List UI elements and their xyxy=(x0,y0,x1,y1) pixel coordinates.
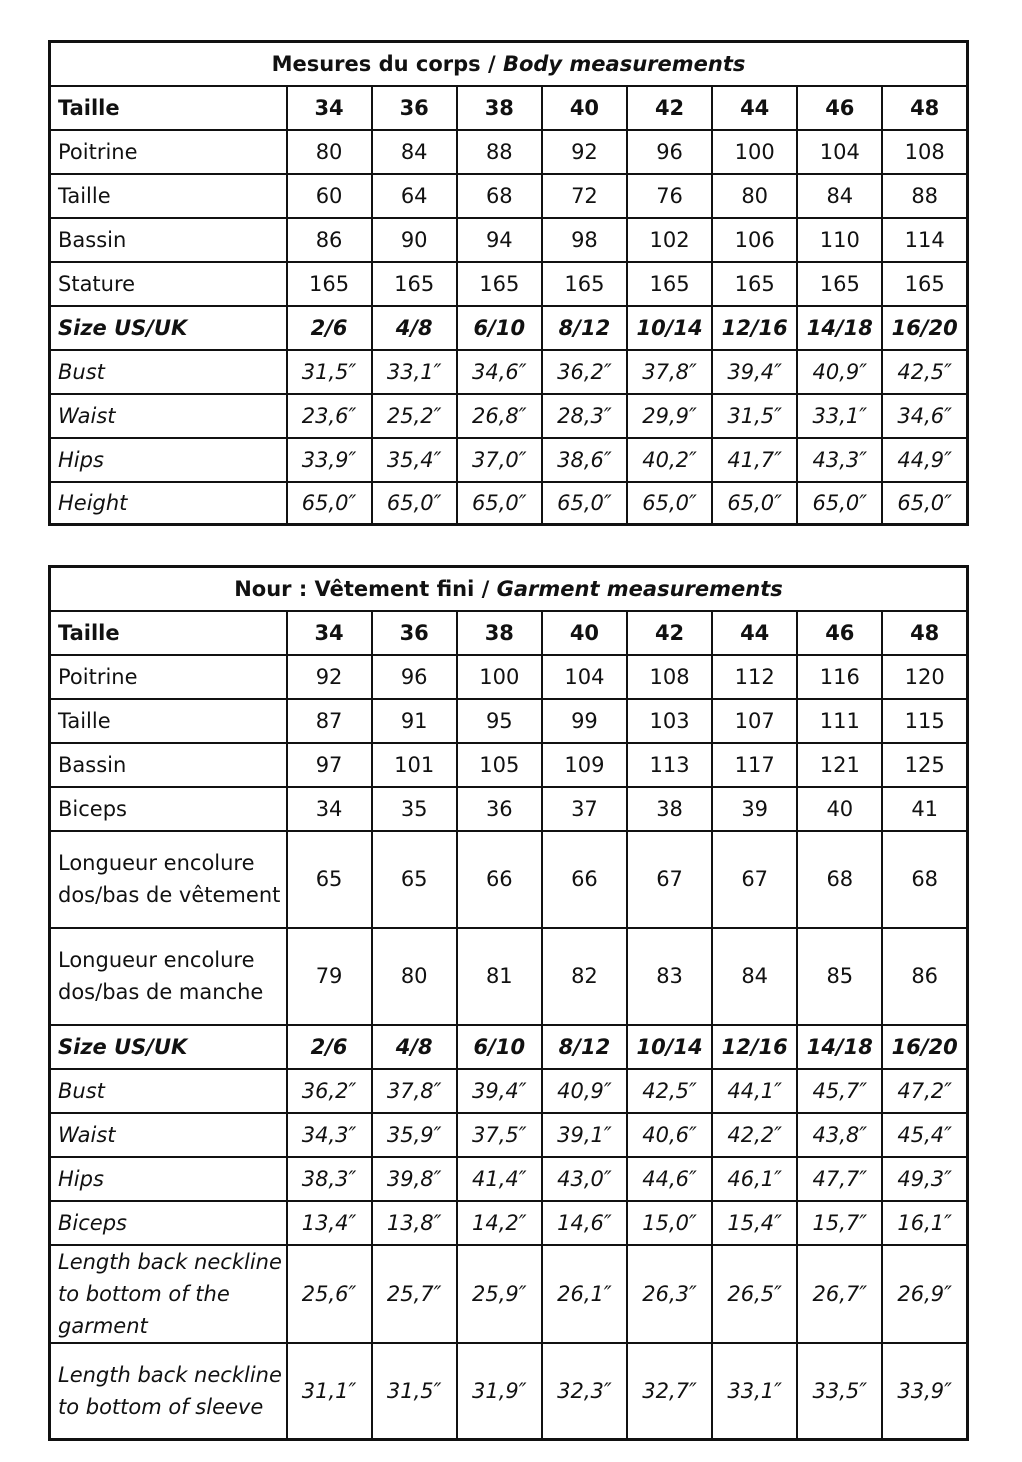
size-header-row xyxy=(50,86,968,130)
table-cell: 16,1″ xyxy=(882,1201,967,1245)
table-cell: 26,3″ xyxy=(627,1245,712,1343)
table-cell: 65,0″ xyxy=(627,482,712,525)
table-cell: 104 xyxy=(542,655,627,699)
table-cell: 65,0″ xyxy=(712,482,797,525)
table-cell: 34,6″ xyxy=(457,350,542,394)
table-cell: 65,0″ xyxy=(287,482,372,525)
table-cell: 97 xyxy=(287,743,372,787)
row-label: Bassin xyxy=(50,743,287,787)
table-row xyxy=(50,1245,968,1343)
garment-measurements-table xyxy=(48,565,969,1441)
table-cell: 165 xyxy=(457,262,542,306)
table-cell: 66 xyxy=(457,831,542,928)
size-header-cell: 42 xyxy=(627,611,712,655)
size-header-label: Taille xyxy=(50,86,287,130)
table-cell: 65,0″ xyxy=(542,482,627,525)
table-cell: 43,3″ xyxy=(797,438,882,482)
table-cell: 115 xyxy=(882,699,967,743)
table-cell: 108 xyxy=(627,655,712,699)
table-row xyxy=(50,482,968,525)
table-title-en: Garment measurements xyxy=(496,576,783,601)
table-cell: 31,5″ xyxy=(712,394,797,438)
table-cell: 40,9″ xyxy=(542,1069,627,1113)
table-cell: 25,9″ xyxy=(457,1245,542,1343)
table-cell: 40 xyxy=(797,787,882,831)
table-cell: 96 xyxy=(372,655,457,699)
table-cell: 88 xyxy=(457,130,542,174)
table-cell: 65 xyxy=(372,831,457,928)
table-cell: 49,3″ xyxy=(882,1157,967,1201)
table-cell: 117 xyxy=(712,743,797,787)
table-cell: 68 xyxy=(882,831,967,928)
table-cell: 39,4″ xyxy=(457,1069,542,1113)
size-header-cell: 46 xyxy=(797,86,882,130)
size-header-cell: 40 xyxy=(542,611,627,655)
table-cell: 110 xyxy=(797,218,882,262)
table-row xyxy=(50,438,968,482)
table-cell: 85 xyxy=(797,928,882,1025)
table-cell: 45,7″ xyxy=(797,1069,882,1113)
body-measurements-table xyxy=(48,40,969,526)
row-label: Biceps xyxy=(50,1201,287,1245)
table-cell: 26,9″ xyxy=(882,1245,967,1343)
table-cell: 33,1″ xyxy=(712,1343,797,1440)
table-row xyxy=(50,130,968,174)
table-cell: 82 xyxy=(542,928,627,1025)
table-cell: 29,9″ xyxy=(627,394,712,438)
size-header-cell: 40 xyxy=(542,86,627,130)
table-cell: 35,4″ xyxy=(372,438,457,482)
table-row xyxy=(50,394,968,438)
table-cell: 31,9″ xyxy=(457,1343,542,1440)
table-cell: 83 xyxy=(627,928,712,1025)
row-label: Length back neckline to bottom of the garment xyxy=(50,1245,287,1343)
table-cell: 86 xyxy=(287,218,372,262)
table-cell: 26,7″ xyxy=(797,1245,882,1343)
us-size-header-cell: 2/6 xyxy=(287,1025,372,1069)
table-cell: 35 xyxy=(372,787,457,831)
table-cell: 99 xyxy=(542,699,627,743)
table-row xyxy=(50,1201,968,1245)
table-cell: 41,4″ xyxy=(457,1157,542,1201)
row-label: Bust xyxy=(50,1069,287,1113)
table-cell: 15,0″ xyxy=(627,1201,712,1245)
table-cell: 37,8″ xyxy=(372,1069,457,1113)
table-cell: 95 xyxy=(457,699,542,743)
table-cell: 165 xyxy=(627,262,712,306)
table-cell: 42,5″ xyxy=(627,1069,712,1113)
table-cell: 44,1″ xyxy=(712,1069,797,1113)
us-size-header-cell: 16/20 xyxy=(882,306,967,350)
table-row xyxy=(50,1157,968,1201)
table-title-row xyxy=(50,42,968,86)
size-header-cell: 44 xyxy=(712,611,797,655)
table-cell: 37,0″ xyxy=(457,438,542,482)
table-cell: 100 xyxy=(712,130,797,174)
table-cell: 84 xyxy=(372,130,457,174)
table-cell: 36 xyxy=(457,787,542,831)
table-cell: 107 xyxy=(712,699,797,743)
table-cell: 76 xyxy=(627,174,712,218)
table-cell: 88 xyxy=(882,174,967,218)
row-label: Taille xyxy=(50,174,287,218)
table-cell: 100 xyxy=(457,655,542,699)
table-title-en: Body measurements xyxy=(502,51,746,76)
table-cell: 165 xyxy=(287,262,372,306)
table-cell: 45,4″ xyxy=(882,1113,967,1157)
table-cell: 39,1″ xyxy=(542,1113,627,1157)
table-cell: 34,3″ xyxy=(287,1113,372,1157)
size-header-cell: 46 xyxy=(797,611,882,655)
table-cell: 84 xyxy=(797,174,882,218)
size-header-cell: 38 xyxy=(457,86,542,130)
table-title-fr: Mesures du corps / xyxy=(271,51,503,76)
table-row xyxy=(50,787,968,831)
table-cell: 98 xyxy=(542,218,627,262)
table-cell: 87 xyxy=(287,699,372,743)
row-label: Bust xyxy=(50,350,287,394)
row-label: Poitrine xyxy=(50,130,287,174)
table-cell: 46,1″ xyxy=(712,1157,797,1201)
table-cell: 60 xyxy=(287,174,372,218)
table-cell: 33,9″ xyxy=(287,438,372,482)
table-cell: 165 xyxy=(712,262,797,306)
table-cell: 35,9″ xyxy=(372,1113,457,1157)
table-cell: 109 xyxy=(542,743,627,787)
table-cell: 39,4″ xyxy=(712,350,797,394)
table-cell: 79 xyxy=(287,928,372,1025)
table-cell: 34,6″ xyxy=(882,394,967,438)
table-row xyxy=(50,350,968,394)
table-cell: 32,3″ xyxy=(542,1343,627,1440)
table-cell: 41 xyxy=(882,787,967,831)
row-label: Waist xyxy=(50,1113,287,1157)
table-cell: 125 xyxy=(882,743,967,787)
table-cell: 92 xyxy=(287,655,372,699)
table-cell: 64 xyxy=(372,174,457,218)
table-cell: 102 xyxy=(627,218,712,262)
us-size-header-cell: 16/20 xyxy=(882,1025,967,1069)
table-cell: 33,9″ xyxy=(882,1343,967,1440)
size-header-cell: 38 xyxy=(457,611,542,655)
table-cell: 40,2″ xyxy=(627,438,712,482)
table-cell: 41,7″ xyxy=(712,438,797,482)
size-header-cell: 34 xyxy=(287,86,372,130)
row-label: Hips xyxy=(50,438,287,482)
us-size-header-cell: 4/8 xyxy=(372,1025,457,1069)
table-cell: 25,7″ xyxy=(372,1245,457,1343)
table-cell: 91 xyxy=(372,699,457,743)
size-header-row xyxy=(50,611,968,655)
row-label: Hips xyxy=(50,1157,287,1201)
table-cell: 32,7″ xyxy=(627,1343,712,1440)
table-cell: 47,2″ xyxy=(882,1069,967,1113)
table-cell: 84 xyxy=(712,928,797,1025)
table-row xyxy=(50,928,968,1025)
table-cell: 42,2″ xyxy=(712,1113,797,1157)
row-label: Height xyxy=(50,482,287,525)
row-label: Waist xyxy=(50,394,287,438)
table-cell: 31,1″ xyxy=(287,1343,372,1440)
us-size-header-label: Size US/UK xyxy=(50,306,287,350)
us-size-header-cell: 12/16 xyxy=(712,306,797,350)
table-cell: 31,5″ xyxy=(372,1343,457,1440)
table-cell: 37 xyxy=(542,787,627,831)
table-cell: 165 xyxy=(882,262,967,306)
us-size-header-label: Size US/UK xyxy=(50,1025,287,1069)
us-size-header-cell: 10/14 xyxy=(627,306,712,350)
table-cell: 68 xyxy=(457,174,542,218)
table-cell: 47,7″ xyxy=(797,1157,882,1201)
table-row xyxy=(50,1343,968,1440)
table-row xyxy=(50,218,968,262)
us-size-header-cell: 10/14 xyxy=(627,1025,712,1069)
table-cell: 68 xyxy=(797,831,882,928)
table-cell: 28,3″ xyxy=(542,394,627,438)
table-cell: 36,2″ xyxy=(287,1069,372,1113)
table-cell: 114 xyxy=(882,218,967,262)
table-cell: 165 xyxy=(542,262,627,306)
table-cell: 33,1″ xyxy=(797,394,882,438)
table-cell: 72 xyxy=(542,174,627,218)
table-cell: 90 xyxy=(372,218,457,262)
table-cell: 67 xyxy=(712,831,797,928)
table-cell: 36,2″ xyxy=(542,350,627,394)
table-cell: 92 xyxy=(542,130,627,174)
us-size-header-cell: 14/18 xyxy=(797,1025,882,1069)
table-row xyxy=(50,1069,968,1113)
table-row xyxy=(50,699,968,743)
table-row xyxy=(50,831,968,928)
us-size-header-cell: 8/12 xyxy=(542,306,627,350)
table-cell: 80 xyxy=(287,130,372,174)
size-header-cell: 48 xyxy=(882,86,967,130)
table-cell: 86 xyxy=(882,928,967,1025)
table-cell: 65,0″ xyxy=(457,482,542,525)
table-cell: 37,8″ xyxy=(627,350,712,394)
table-cell: 23,6″ xyxy=(287,394,372,438)
table-cell: 112 xyxy=(712,655,797,699)
table-cell: 13,8″ xyxy=(372,1201,457,1245)
table-cell: 15,7″ xyxy=(797,1201,882,1245)
table-cell: 42,5″ xyxy=(882,350,967,394)
table-cell: 33,5″ xyxy=(797,1343,882,1440)
us-size-header-cell: 6/10 xyxy=(457,306,542,350)
us-size-header-row xyxy=(50,306,968,350)
table-cell: 39,8″ xyxy=(372,1157,457,1201)
table-cell: 26,1″ xyxy=(542,1245,627,1343)
size-header-cell: 44 xyxy=(712,86,797,130)
table-row xyxy=(50,743,968,787)
row-label: Longueur encolure dos/bas de manche xyxy=(50,928,287,1025)
row-label: Poitrine xyxy=(50,655,287,699)
table-cell: 106 xyxy=(712,218,797,262)
table-title-fr: Nour : Vêtement fini / xyxy=(234,576,497,601)
table-cell: 104 xyxy=(797,130,882,174)
table-cell: 165 xyxy=(797,262,882,306)
table-cell: 25,6″ xyxy=(287,1245,372,1343)
table-cell: 165 xyxy=(372,262,457,306)
table-cell: 26,8″ xyxy=(457,394,542,438)
table-cell: 34 xyxy=(287,787,372,831)
table-cell: 94 xyxy=(457,218,542,262)
table-cell: 38 xyxy=(627,787,712,831)
size-header-cell: 42 xyxy=(627,86,712,130)
table-row xyxy=(50,655,968,699)
table-cell: 14,2″ xyxy=(457,1201,542,1245)
size-header-cell: 34 xyxy=(287,611,372,655)
table-cell: 44,9″ xyxy=(882,438,967,482)
table-cell: 80 xyxy=(712,174,797,218)
us-size-header-row xyxy=(50,1025,968,1069)
row-label: Biceps xyxy=(50,787,287,831)
table-cell: 33,1″ xyxy=(372,350,457,394)
table-cell: 44,6″ xyxy=(627,1157,712,1201)
table-cell: 111 xyxy=(797,699,882,743)
row-label: Bassin xyxy=(50,218,287,262)
table-cell: 43,0″ xyxy=(542,1157,627,1201)
table-cell: 40,9″ xyxy=(797,350,882,394)
table-cell: 116 xyxy=(797,655,882,699)
us-size-header-cell: 4/8 xyxy=(372,306,457,350)
table-cell: 25,2″ xyxy=(372,394,457,438)
table-title xyxy=(50,567,968,611)
row-label: Stature xyxy=(50,262,287,306)
table-title-row xyxy=(50,567,968,611)
table-row xyxy=(50,1113,968,1157)
table-cell: 65,0″ xyxy=(797,482,882,525)
table-cell: 38,6″ xyxy=(542,438,627,482)
size-header-cell: 48 xyxy=(882,611,967,655)
table-cell: 113 xyxy=(627,743,712,787)
table-cell: 26,5″ xyxy=(712,1245,797,1343)
row-label: Length back neckline to bottom of sleeve xyxy=(50,1343,287,1440)
table-cell: 108 xyxy=(882,130,967,174)
table-cell: 15,4″ xyxy=(712,1201,797,1245)
table-cell: 80 xyxy=(372,928,457,1025)
us-size-header-cell: 12/16 xyxy=(712,1025,797,1069)
table-cell: 66 xyxy=(542,831,627,928)
table-cell: 101 xyxy=(372,743,457,787)
table-cell: 65,0″ xyxy=(882,482,967,525)
row-label: Taille xyxy=(50,699,287,743)
table-row xyxy=(50,174,968,218)
size-header-cell: 36 xyxy=(372,611,457,655)
table-cell: 38,3″ xyxy=(287,1157,372,1201)
table-cell: 120 xyxy=(882,655,967,699)
table-cell: 31,5″ xyxy=(287,350,372,394)
us-size-header-cell: 14/18 xyxy=(797,306,882,350)
row-label: Longueur encolure dos/bas de vêtement xyxy=(50,831,287,928)
table-cell: 14,6″ xyxy=(542,1201,627,1245)
table-cell: 96 xyxy=(627,130,712,174)
table-cell: 39 xyxy=(712,787,797,831)
table-title xyxy=(50,42,968,86)
table-cell: 105 xyxy=(457,743,542,787)
table-cell: 40,6″ xyxy=(627,1113,712,1157)
table-cell: 13,4″ xyxy=(287,1201,372,1245)
table-cell: 37,5″ xyxy=(457,1113,542,1157)
table-row xyxy=(50,262,968,306)
us-size-header-cell: 6/10 xyxy=(457,1025,542,1069)
table-cell: 121 xyxy=(797,743,882,787)
size-header-label: Taille xyxy=(50,611,287,655)
table-cell: 65,0″ xyxy=(372,482,457,525)
size-header-cell: 36 xyxy=(372,86,457,130)
table-cell: 81 xyxy=(457,928,542,1025)
table-cell: 103 xyxy=(627,699,712,743)
table-cell: 65 xyxy=(287,831,372,928)
table-cell: 43,8″ xyxy=(797,1113,882,1157)
table-cell: 67 xyxy=(627,831,712,928)
us-size-header-cell: 8/12 xyxy=(542,1025,627,1069)
us-size-header-cell: 2/6 xyxy=(287,306,372,350)
